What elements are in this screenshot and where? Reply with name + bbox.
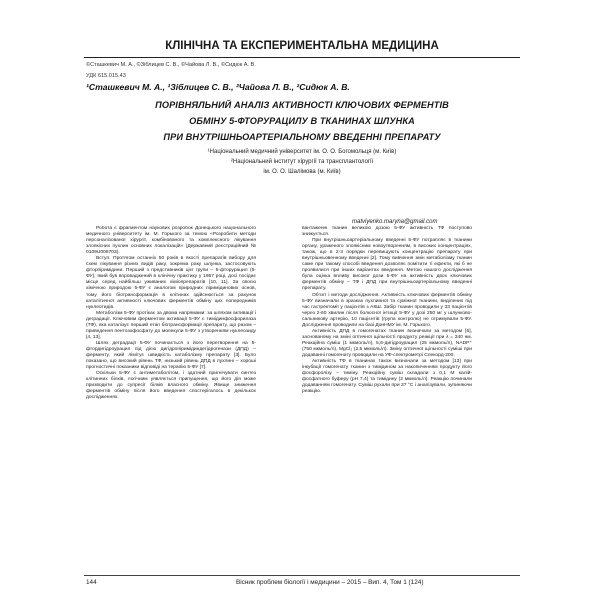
affiliation-2: ²Національний інститут хірургії та трансплантології <box>230 159 374 165</box>
journal-reference: Вісник проблем біології і медицини – 2015 – Вип. 4, Том 1 (124) <box>236 579 424 586</box>
affiliation-3: ім. О. О. Шалімова (м. Київ) <box>263 169 341 175</box>
article-title-line-2: ОБМІНУ 5-ФТОРУРАЦИЛУ В ТКАНИНАХ ШЛУНКА <box>189 116 415 126</box>
paragraph-intraarterial: При внутрішньоартеріальному введенні 5-ФУ потрапляє в тканини органу, ураженого злоякісним новоутворенням, в високих концентраціях, також, що в 2-3 порядки перевищують концентрацію препарату при внутрішньовенному введенні [2]. Тому вивчення змін метаболізму тканин саме при такому способі введення дозволяє помітити ті ефекти, які б не проявилися при інших варіантах введення. Метою нашого дослідження була оцінка впливу високої дози 5-ФУ на активність двох ключових ферментів обміну – ТФ і ДПД при внутрішньоартеріальному введенні препарату. <box>302 238 472 292</box>
body-column-left <box>86 226 256 578</box>
paragraph-methods: Об'єкт і методи дослідження. Активність ключових ферментів обміну 5-ФУ визначали в зразках пухлинної та суміжної тканини, виділених під час гастректомії у пацієнтів з АКШ. Забір тканин проводили у 33 пацієнтів через 2-60 хвилин після болюсної ін'єкції 5-ФУ у дозі 250 мг у шлунково-сальникову артерію, 10 пацієнтів (група контролю) не отримували 5-ФУ. Дослідження проводили на базі ДонНМУ ім. М. Горького. <box>302 292 472 328</box>
paragraph-tp-activity: Активність ТФ в тканинах також визначали за методом [13] при інкубації гомогенату тканин з тимідином за накопиченням продукту його фосфоролізу – тиміну. Реакційну суміш складали з 0,1 М калій-фосфатного буферу (pH 7,4) та тимідину (2 мкмоль/л). Реакцію починали додаванням гомогенату. Суміш рухали при 37 °С і аналізували, зупиняючи реакцію. <box>302 359 472 395</box>
affiliation-1: ¹Національний медичний університет ім. О. О. Богомольця (м. Київ) <box>207 149 397 155</box>
paragraph-antimetabolite: Оскільки 5-ФУ є антиметаболітом, і здатний пригнічувати синтез клітинних білків, логічним уявляється припущення, що його дія може призводити до супресії білків власного обміну. Явище зниження ферментів обміну після його введення спостерігалось в декількох дослідженнях. <box>86 371 256 401</box>
paragraph-metabolism: Метаболізм 5-ФУ протікає за двома напрямами: за шляхом активації і деградації. Ключовим ферментом активації 5-ФУ є тимідинфосфорилаза (ТФ), яка каталізує перший етап біотрансформації препарату, що разом – приведення пентозофосфату до молекули 5-ФУ з утворенням нуклеозиду [4, 13]. <box>86 310 256 340</box>
page-number: 144 <box>86 579 97 586</box>
paragraph-continuation: вантаженні тканин великою дозою 5-ФУ активність ТФ поступово знижується. <box>302 226 472 238</box>
udk-code: УДК 615.015.43 <box>86 73 126 79</box>
citation-line: ©Сташкевич М. А., ©Зіблицев С. В., ©Чайова Л. В., ©Сидюк А. В. <box>86 62 256 68</box>
article-title-line-1: ПОРІВНЯЛЬНИЙ АНАЛІЗ АКТИВНОСТІ КЛЮЧОВИХ ФЕРМЕНТІВ <box>155 100 449 110</box>
header-divider <box>84 57 520 58</box>
footer-divider <box>84 575 520 576</box>
article-title-line-3: ПРИ ВНУТРІШНЬОАРТЕРІАЛЬНОМУ ВВЕДЕННІ ПРЕПАРАТУ <box>163 132 441 142</box>
paragraph-dpd-activity: Активність ДПД в гомогенатах тканин визначали за методом [6], заснованому на зміні оптичної щільності продукту реакції при λ = 340 нм. Реакційна суміш (1 мкмоль/л), 5,6-дигідроурацил (25 мкмоль/л), NADP⁺ (750 мкмоль/л), MgCl₂ (2,5 мкмоль/л). Зміну оптичної щільності суміші при додаванні гомогенату проводили на УФ-спектрометрі Спекорд-200. <box>302 328 472 358</box>
body-column-right <box>302 226 472 578</box>
paragraph-funding: Робота є фрагментом наукових розробок Донецького національного медичного університету ім. М. Горького за темою «Розробити методи персоналізованої хірургії, комбінованого та комплексного лікування злоякісних пухлин основних локалізацій» (Державний реєстраційний № 0109U008703). <box>86 226 256 256</box>
paragraph-degradation: Шлях деградації 5-ФУ починається з його перетворення на 5-фтордигідроурацил під дією дигідропіримідиндегідрогенази (ДПД) – ферменту, який лімітує швидкість катаболізму препарату [3]. Було показано, що високий рівень ТФ, низький рівень ДПД в пухлині – хороші прогностичні показники відповіді на терапію 5-ФУ [7]. <box>86 340 256 371</box>
paragraph-intro: Вступ. Протягом останніх 50 років в якості препаратів вибору для схем лікування різних видів раку, зокрема раку шлунка, застосовують фторпіримідини. Перший з представників цієї групи – 5-фторурацил (5-ФУ), який був впроваджений в клінічну практику у 1957 році, досі посідає місце серед найбільш уживаних хіміопрепаратів [10, 11]. За своєю хімічною природою 5-ФУ є аналогом природних піримідинових основ, тому його біотрансформація в клітинах здійснюється за рахунок каталітичної активності ключових ферментів обміну цих попередників нуклеотидів. <box>86 256 256 310</box>
authors-line: ¹Сташкевич М. А., ¹Зіблицев С. В., ²Чайова Л. В., ²Сидюк А. В. <box>86 82 350 92</box>
author-email[interactable]: matviyenko.maryna@gmail.com <box>352 219 438 225</box>
section-title: КЛІНІЧНА ТА ЕКСПЕРИМЕНТАЛЬНА МЕДИЦИНА <box>165 40 439 52</box>
